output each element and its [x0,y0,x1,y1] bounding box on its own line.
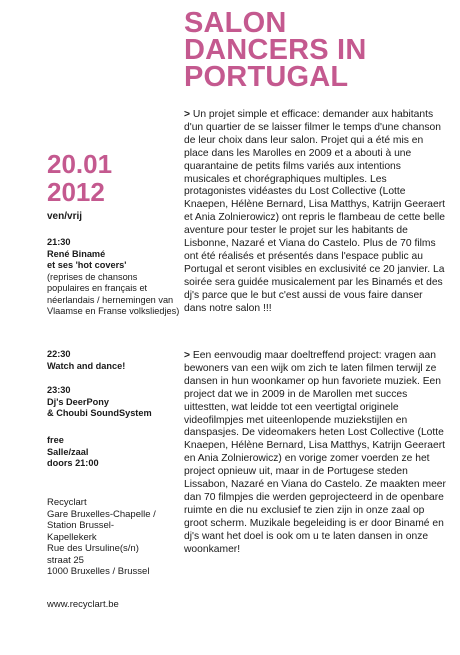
venue-room: Salle/zaal [47,446,89,457]
doors-time: doors 21:00 [47,458,99,468]
program-time: 22:30 [47,349,71,359]
event-info [47,435,182,470]
program-time: 23:30 [47,385,71,395]
title-line: SALON [184,7,287,39]
address-line: straat 25 [47,554,84,566]
program-act: et ses 'hot covers' [47,260,127,270]
arrow-icon: > [184,109,191,120]
description-text: Een eenvoudig maar doeltreffend project: vragen aan bewoners van een wijk om zich te laten filmen terwijl ze dansen in hun woonkamer op hun favoriete muziek. Een project dat we in 2009 in de Marollen met succes uittestten, wat leidde tot een veertigtal originele videofilmpjes met uiteenlopende muziekstijlen en danspasjes. De videomakers heten Lost Collective (Lotte Knaepen, Hélène Bernard, Lisa Matthys, Katrijn Geeraert en Ania Zolnierowicz) en vorige zomer voerden ze het project opnieuw uit, maar in de Portugese steden Lissabon, Nazaré en Viana do Castelo. Ze maakten meer dan 70 filmpjes die werden geprojecteerd in de openbare ruimte en die nu exclusief te zien zijn in onze zaal op groot scherm. Muzikale begeleiding is er door Binamé en dj's want het doel is ook om u te laten dansen in onze woonkamer! [184,350,446,555]
address-line: Station Brussel- [47,520,115,531]
program-act: Watch and dance! [47,360,126,371]
description-french [184,109,446,316]
admission-label: free [47,435,64,445]
program-item [47,349,182,372]
program-item [47,237,182,318]
arrow-icon: > [184,350,191,361]
address-line: 1000 Bruxelles / Brussel [47,566,150,577]
event-date [47,150,112,206]
program-time: 21:30 [47,237,71,247]
program-act: & Choubi SoundSystem [47,408,152,418]
program-act: Dj's DeerPony [47,396,109,407]
address-line: Rue des Ursuline(s/n) [47,543,139,554]
description-text: Un projet simple et efficace: demander aux habitants d'un quartier de se laisser filmer le temps d'une chanson de leur choix dans leur salon. Projet qui a été mis en place dans les Marolles en 2009 et a abouti à une quarantaine de petits films variés aux intentions musicales et chorégraphiques multiples. Les protagonistes vidéastes du Lost Collective (Lotte Knaepen, Hélène Bernard, Lisa Matthys, Katrijn Geeraert et Ania Zolnierowicz) ont repris le flambeau de cette belle aventure pour tester le projet sur les habitants de Lisbonne, Nazaré et Viana do Castelo. Plus de 70 films ont été réalisés et présentés dans l'espace public au Portugal et seront visibles en exclusivité ce 20 janvier. La soirée sera guidée musicalement par les Binamés et des dj's parce que le but c'est aussi de vous faire danser dans notre salon !!! [184,109,445,314]
weekday-label: ven/vrij [47,211,83,222]
address-line: Kapellekerk [47,531,97,543]
address-line: Recyclart [47,497,87,508]
venue-address [47,497,182,578]
date-year: 2012 [47,177,105,207]
event-title [184,7,454,93]
program-item [47,385,182,420]
date-day-month: 20.01 [47,149,113,179]
program-note: (reprises de chansons populaires en français et néerlandais / hernemingen van Vlaamse en Franse volksliedjes) [47,271,180,316]
description-dutch [184,350,446,557]
address-line: Gare Bruxelles-Chapelle / [47,508,156,520]
title-line: DANCERS IN [184,34,367,66]
website-link[interactable]: www.recyclart.be [47,599,119,610]
program-act: René Binamé [47,248,106,259]
title-line: PORTUGAL [184,61,349,93]
